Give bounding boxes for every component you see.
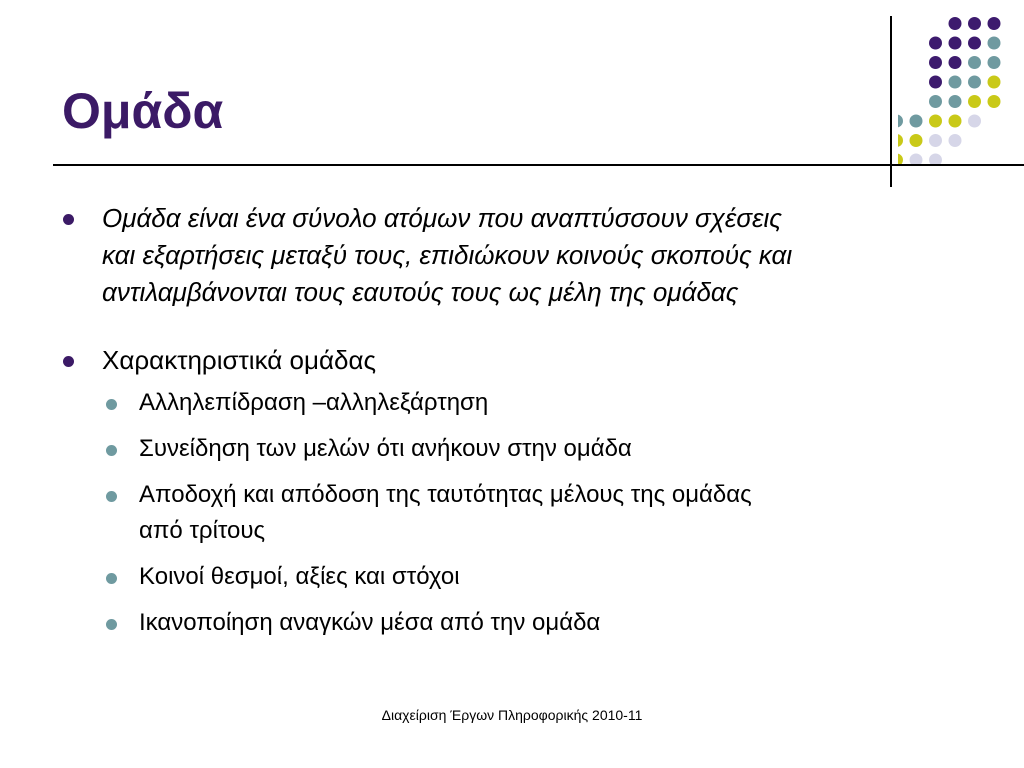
decoration-dot xyxy=(968,115,981,128)
decoration-dot xyxy=(929,115,942,128)
slide-body xyxy=(62,200,972,651)
subitem-acceptance xyxy=(62,477,972,549)
subitem-text: Συνείδηση των μελών ότι ανήκουν στην ομάδα xyxy=(139,435,632,462)
subitem-text-line-1: Αποδοχή και απόδοση της ταυτότητας μέλους της ομάδας xyxy=(139,481,752,508)
decoration-dot xyxy=(988,56,1001,69)
sub-bullet-dot-icon xyxy=(106,491,117,502)
decoration-dot xyxy=(949,134,962,147)
decoration-dot xyxy=(929,95,942,108)
decoration-dot xyxy=(910,115,923,128)
subitem-interaction xyxy=(62,385,972,421)
subitem-awareness xyxy=(62,431,972,467)
decoration-dot xyxy=(988,37,1001,50)
decoration-dot xyxy=(949,37,962,50)
decoration-dot xyxy=(968,76,981,89)
dot-grid-decoration-icon xyxy=(898,14,1008,164)
decoration-dot xyxy=(968,56,981,69)
bullet-dot-icon xyxy=(63,214,74,225)
decoration-dot xyxy=(968,17,981,30)
decoration-dot xyxy=(968,37,981,50)
decoration-dot xyxy=(910,154,923,165)
decoration-dot xyxy=(929,154,942,165)
decoration-dot xyxy=(968,95,981,108)
bullet-characteristics-text: Χαρακτηριστικά ομάδας xyxy=(102,345,377,375)
sub-bullet-dot-icon xyxy=(106,399,117,410)
sub-bullet-dot-icon xyxy=(106,573,117,584)
decoration-dot xyxy=(949,76,962,89)
decoration-dot xyxy=(898,154,903,165)
subitem-text-line-2: από τρίτους xyxy=(139,517,266,544)
decoration-dot xyxy=(929,56,942,69)
sub-bullet-dot-icon xyxy=(106,445,117,456)
decoration-dot xyxy=(929,37,942,50)
decoration-dot xyxy=(988,95,1001,108)
decoration-dot xyxy=(949,115,962,128)
definition-line-3: αντιλαμβάνονται τους εαυτούς τους ως μέλη της ομάδας xyxy=(102,277,739,307)
bullet-definition xyxy=(62,200,972,311)
subitem-text: Αλληλεπίδραση –αλληλεξάρτηση xyxy=(139,389,489,416)
slide-footer: Διαχείριση Έργων Πληροφορικής 2010-11 xyxy=(381,707,643,723)
decoration-dot xyxy=(949,17,962,30)
title-underline xyxy=(53,164,1024,166)
decoration-dot xyxy=(910,134,923,147)
decoration-dot xyxy=(898,115,903,128)
bullet-characteristics xyxy=(62,342,972,379)
decoration-dot xyxy=(949,95,962,108)
subitem-text: Ικανοποίηση αναγκών μέσα από την ομάδα xyxy=(139,609,601,636)
bullet-dot-icon xyxy=(63,356,74,367)
definition-line-1: Ομάδα είναι ένα σύνολο ατόμων που αναπτύσσουν σχέσεις xyxy=(102,203,782,233)
bullet-definition-text xyxy=(102,200,972,311)
sub-bullet-dot-icon xyxy=(106,619,117,630)
decoration-dot xyxy=(988,17,1001,30)
characteristics-sublist xyxy=(62,385,972,641)
slide-title: Ομάδα xyxy=(62,83,224,139)
decoration-dot xyxy=(898,134,903,147)
definition-line-2: και εξαρτήσεις μεταξύ τους, επιδιώκουν κοινούς σκοπούς και xyxy=(102,240,793,270)
decoration-divider xyxy=(890,16,892,187)
decoration-dot xyxy=(929,76,942,89)
decoration-dot xyxy=(988,76,1001,89)
decoration-dot xyxy=(929,134,942,147)
decoration-dot xyxy=(949,56,962,69)
subitem-institutions xyxy=(62,559,972,595)
subitem-text: Κοινοί θεσμοί, αξίες και στόχοι xyxy=(139,563,460,590)
subitem-needs xyxy=(62,605,972,641)
